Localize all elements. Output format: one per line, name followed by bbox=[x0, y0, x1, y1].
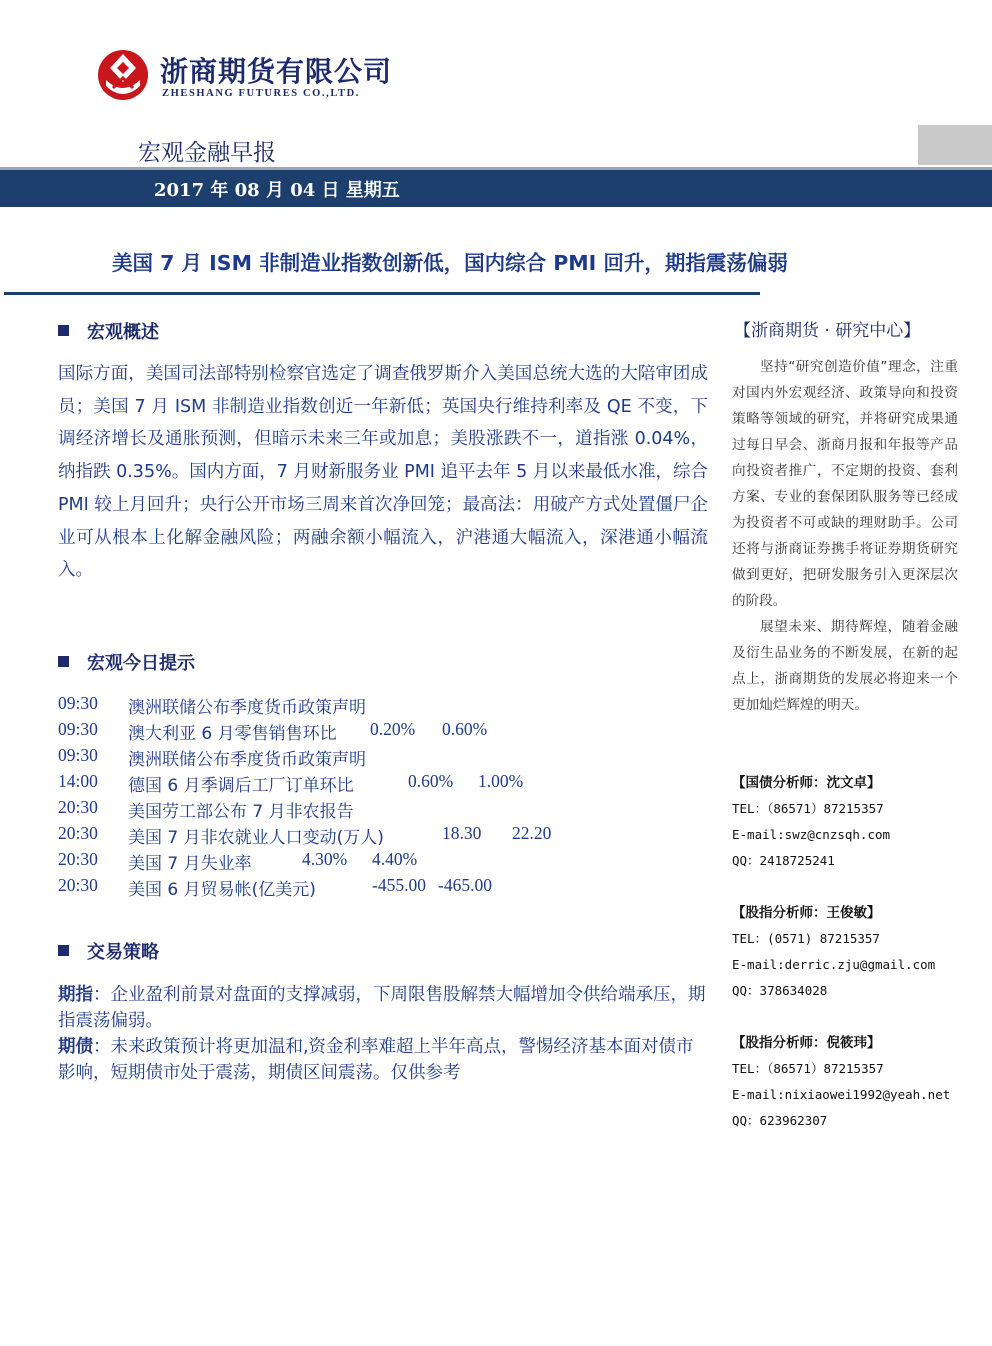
headline-divider bbox=[4, 292, 760, 295]
calendar-time: 20:30 bbox=[58, 875, 98, 895]
headline: 美国 7 月 ISM 非制造业指数创新低，国内综合 PMI 回升，期指震荡偏弱 bbox=[112, 251, 788, 275]
calendar-time: 20:30 bbox=[58, 849, 98, 869]
calendar-time: 20:30 bbox=[58, 823, 98, 843]
analyst-email[interactable]: E-mail:derric.zju@gmail.com bbox=[732, 957, 936, 972]
sidebar-intro-paragraph: 坚持“研究创造价值”理念，注重对国内外宏观经济、政策导向和投资策略等领域的研究，并将研究成果通过每日早会、浙商月报和年报等产品向投资者推广，不定期的投资、套利方案、专业的套保团队服务等已经成为投资者不可或缺的理财助手。公司还将与浙商证券携手将证券期货研究做到更好，把研发服务引入更深层次的阶段。 bbox=[732, 359, 958, 609]
analyst-card bbox=[732, 1030, 950, 1134]
calendar-event: 美国 6 月贸易帐(亿美元) bbox=[128, 880, 316, 900]
analyst-qq: QQ：378634028 bbox=[732, 983, 828, 998]
analyst-qq: QQ：623962307 bbox=[732, 1113, 828, 1128]
calendar-event: 德国 6 月季调后工厂订单环比 bbox=[128, 776, 354, 796]
section-heading-overview: 宏观概述 bbox=[58, 318, 159, 344]
strategy-item-bond-futures bbox=[58, 1034, 708, 1086]
analyst-email[interactable]: E-mail:swz@cnzsqh.com bbox=[732, 827, 891, 842]
analyst-name: 【股指分析师：王俊敏】 bbox=[732, 905, 881, 921]
strategy-text: ：未来政策预计将更加温和,资金利率难超上半年高点，警惕经济基本面对债市影响，短期债市处于震荡，期债区间震荡。仅供参考 bbox=[58, 1037, 694, 1083]
calendar-value-previous: 0.20% bbox=[370, 719, 416, 739]
calendar-event: 澳大利亚 6 月零售销售环比 bbox=[128, 724, 337, 744]
calendar-time: 09:30 bbox=[58, 719, 98, 739]
calendar-time: 09:30 bbox=[58, 693, 98, 713]
calendar-time: 09:30 bbox=[58, 745, 98, 765]
analyst-card bbox=[732, 900, 935, 1004]
sidebar-outlook-paragraph: 展望未来、期待辉煌，随着金融及衍生品业务的不断发展，在新的起点上，浙商期货的发展必将迎来一个更加灿烂辉煌的明天。 bbox=[732, 619, 958, 713]
company-name-en: ZHESHANG FUTURES CO.,LTD. bbox=[162, 88, 361, 99]
analyst-card bbox=[732, 770, 890, 874]
calendar-value-previous: 18.30 bbox=[442, 823, 482, 843]
calendar-time: 20:30 bbox=[58, 797, 98, 817]
calendar-value-forecast: 1.00% bbox=[478, 771, 524, 791]
analyst-tel: TEL：(0571) 87215357 bbox=[732, 931, 880, 946]
calendar-event: 美国 7 月失业率 bbox=[128, 854, 252, 874]
square-bullet-icon bbox=[58, 325, 69, 336]
analyst-qq: QQ：2418725241 bbox=[732, 853, 835, 868]
report-title: 宏观金融早报 bbox=[138, 140, 276, 166]
analyst-email[interactable]: E-mail:nixiaowei1992@yeah.net bbox=[732, 1087, 951, 1102]
calendar-event: 美国劳工部公布 7 月非农报告 bbox=[128, 802, 354, 822]
analyst-name: 【国债分析师：沈文卓】 bbox=[732, 775, 881, 791]
section-heading-strategy: 交易策略 bbox=[58, 938, 159, 964]
company-name-cn: 浙商期货有限公司 bbox=[160, 55, 393, 88]
header-gray-block bbox=[918, 125, 992, 165]
strategy-label: 期指 bbox=[58, 985, 93, 1005]
calendar-value-forecast: -465.00 bbox=[438, 875, 492, 895]
report-date: 2017 年 08 月 04 日 星期五 bbox=[154, 180, 400, 201]
strategy-item-index-futures bbox=[58, 982, 708, 1034]
sidebar-title: 【浙商期货 · 研究中心】 bbox=[734, 321, 921, 341]
analyst-tel: TEL：（86571）87215357 bbox=[732, 1061, 884, 1076]
calendar-value-forecast: 4.40% bbox=[372, 849, 418, 869]
calendar-value-forecast: 0.60% bbox=[442, 719, 488, 739]
square-bullet-icon bbox=[58, 945, 69, 956]
calendar-event: 澳洲联储公布季度货币政策声明 bbox=[128, 750, 366, 770]
strategy-text: ：企业盈利前景对盘面的支撑减弱，下周限售股解禁大幅增加令供给端承压，期指震荡偏弱。 bbox=[58, 985, 706, 1031]
overview-paragraph: 国际方面，美国司法部特别检察官选定了调查俄罗斯介入美国总统大选的大陪审团成员；美国 7 月 ISM 非制造业指数创近一年新低；英国央行维持利率及 QE 不变，下调经济增长及通胀预测，但暗示未来三年或加息；美股涨跌不一，道指涨 0.04%，纳指跌 0.35%。国内方面，7 月财新服务业 PMI 追平去年 5 月以来最低水准，综合 PMI 较上月回升；央行公开市场三周来首次净回笼；最高法：用破产方式处置僵尸企业可从根本上化解金融风险；两融余额小幅流入，沪港通大幅流入，深港通小幅流入。 bbox=[58, 364, 708, 581]
square-bullet-icon bbox=[58, 656, 69, 667]
calendar-value-previous: -455.00 bbox=[372, 875, 426, 895]
calendar-event: 美国 7 月非农就业人口变动(万人) bbox=[128, 828, 384, 848]
calendar-value-previous: 4.30% bbox=[302, 849, 348, 869]
calendar-time: 14:00 bbox=[58, 771, 98, 791]
analyst-name: 【股指分析师：倪筱玮】 bbox=[732, 1035, 881, 1051]
calendar-value-forecast: 22.20 bbox=[512, 823, 552, 843]
section-heading-calendar: 宏观今日提示 bbox=[58, 649, 195, 675]
analyst-tel: TEL：（86571）87215357 bbox=[732, 801, 884, 816]
zheshang-logo-icon bbox=[96, 48, 150, 102]
calendar-value-previous: 0.60% bbox=[408, 771, 454, 791]
strategy-label: 期债 bbox=[58, 1037, 93, 1057]
calendar-event: 澳洲联储公布季度货币政策声明 bbox=[128, 698, 366, 718]
date-bar bbox=[0, 167, 992, 207]
